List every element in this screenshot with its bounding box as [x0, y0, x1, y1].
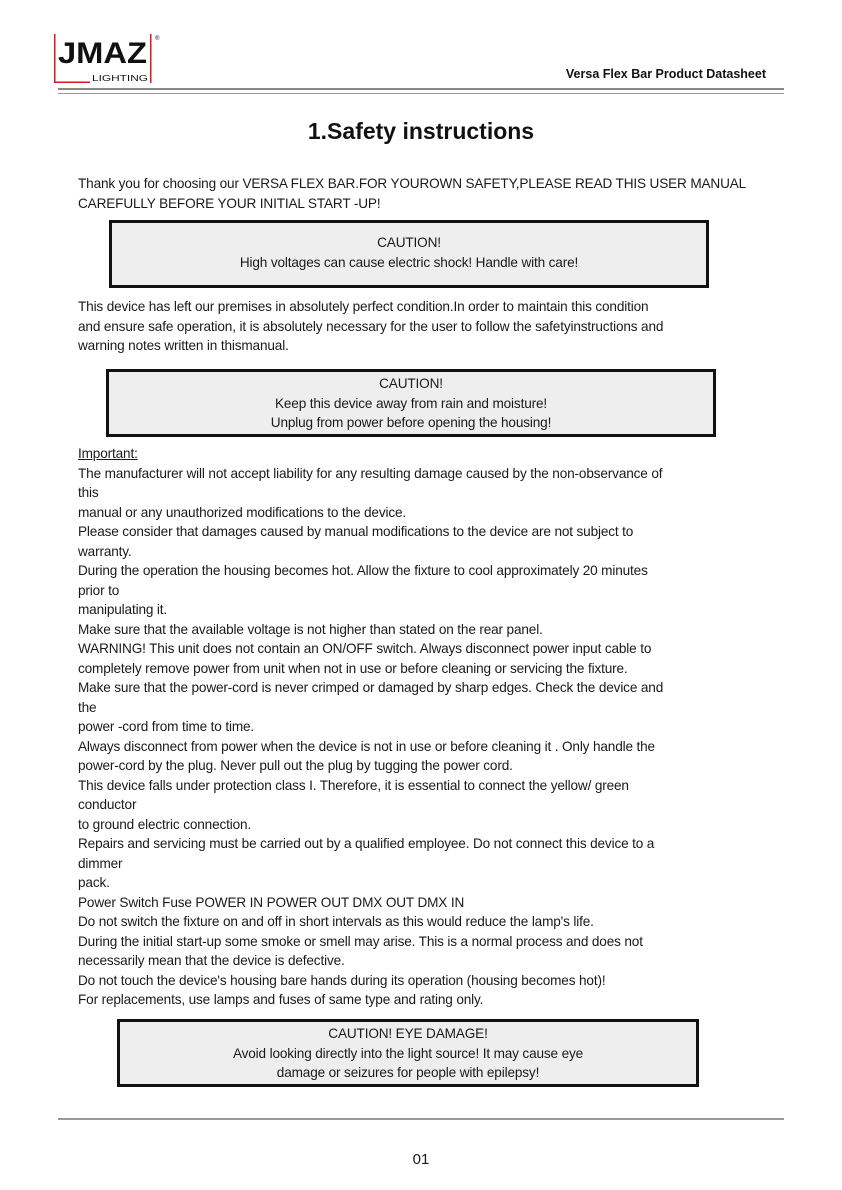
caution-line: damage or seizures for people with epilepsy! [276, 1065, 540, 1080]
text-line: manual or any unauthorized modifications to the device. [78, 504, 407, 520]
header-rule-thin [58, 93, 784, 94]
header-rule [58, 88, 784, 90]
footer-rule [58, 1118, 784, 1120]
caution-box-eye-damage [117, 1019, 699, 1087]
text-line: conductor [78, 797, 137, 812]
caution-box-moisture [106, 369, 716, 437]
logo-subtext: LIGHTING [92, 74, 148, 83]
text-line: dimmer [78, 855, 123, 871]
jmaz-lighting-logo [53, 33, 163, 85]
text-line: This device has left our premises in absolutely perfect condition.In order to maintain this condition [78, 299, 649, 314]
logo-frame-left [54, 34, 56, 83]
text-line: CAREFULLY BEFORE YOUR INITIAL START -UP! [78, 195, 381, 211]
section-heading: 1.Safety instructions [307, 118, 535, 144]
caution-line: Avoid looking directly into the light source! It may cause eye [232, 1045, 584, 1061]
text-line: Always disconnect from power when the device is not in use or before cleaning it . Only handle the [78, 738, 655, 754]
important-section [78, 444, 663, 1010]
text-line: The manufacturer will not accept liability for any resulting damage caused by the non-observance of [78, 465, 663, 481]
page-number: 01 [412, 1151, 430, 1168]
text-line: the [78, 699, 97, 715]
caution-line: Keep this device away from rain and moisture! [274, 395, 548, 411]
text-line: pack. [78, 875, 110, 890]
condition-paragraph [78, 297, 663, 356]
caution-line: High voltages can cause electric shock! Handle with care! [239, 254, 579, 270]
text-line: During the operation the housing becomes hot. Allow the fixture to cool approximately 20 minutes [78, 563, 648, 578]
text-line: This device falls under protection class I. Therefore, it is essential to connect the yellow/ green [78, 777, 629, 793]
intro-paragraph [78, 174, 746, 213]
text-line: Make sure that the power-cord is never crimped or damaged by sharp edges. Check the device and [78, 680, 664, 695]
logo-frame-bottom [54, 82, 90, 84]
text-line: Power Switch Fuse POWER IN POWER OUT DMX OUT DMX IN [78, 894, 465, 910]
text-line: Do not touch the device's housing bare hands during its operation (housing becomes hot)! [78, 972, 606, 988]
text-line: Thank you for choosing our VERSA FLEX BAR.FOR YOUROWN SAFETY,PLEASE READ THIS USER MANUAL [78, 176, 747, 191]
caution-line: CAUTION! EYE DAMAGE! [328, 1026, 488, 1041]
caution-line: CAUTION! [377, 235, 441, 250]
registered-mark: ® [155, 36, 160, 42]
caution-box-voltage [109, 220, 709, 288]
text-line: WARNING! This unit does not contain an ON/OFF switch. Always disconnect power input cable to [78, 641, 652, 656]
text-line: to ground electric connection. [78, 816, 252, 832]
text-line: During the initial start-up some smoke or smell may arise. This is a normal process and does not [78, 933, 643, 949]
text-line: warning notes written in thismanual. [78, 338, 289, 353]
text-line: Make sure that the available voltage is not higher than stated on the rear panel. [78, 621, 543, 637]
text-line: Do not switch the fixture on and off in short intervals as this would reduce the lamp's life. [78, 914, 594, 929]
text-line: Repairs and servicing must be carried out by a qualified employee. Do not connect this device to a [78, 836, 655, 851]
document-title: Versa Flex Bar Product Datasheet [565, 67, 766, 81]
text-line: prior to [78, 582, 120, 598]
important-label: Important: [78, 446, 138, 461]
text-line: necessarily mean that the device is defective. [78, 953, 345, 968]
text-line: power -cord from time to time. [78, 719, 255, 734]
text-line: For replacements, use lamps and fuses of same type and rating only. [78, 992, 484, 1007]
text-line: Please consider that damages caused by manual modifications to the device are not subject to [78, 524, 634, 539]
text-line: manipulating it. [78, 602, 168, 617]
text-line: completely remove power from unit when not in use or before cleaning or servicing the fixture. [78, 660, 628, 676]
caution-line: Unplug from power before opening the housing! [270, 415, 552, 430]
text-line: power-cord by the plug. Never pull out the plug by tugging the power cord. [78, 758, 513, 773]
text-line: and ensure safe operation, it is absolutely necessary for the user to follow the safetyinstructions and [78, 318, 664, 334]
text-line: this [78, 485, 99, 500]
logo-frame-right [150, 34, 152, 83]
logo-wordmark: JMAZ [58, 37, 147, 70]
text-line: warranty. [78, 543, 132, 559]
caution-line: CAUTION! [379, 376, 443, 391]
